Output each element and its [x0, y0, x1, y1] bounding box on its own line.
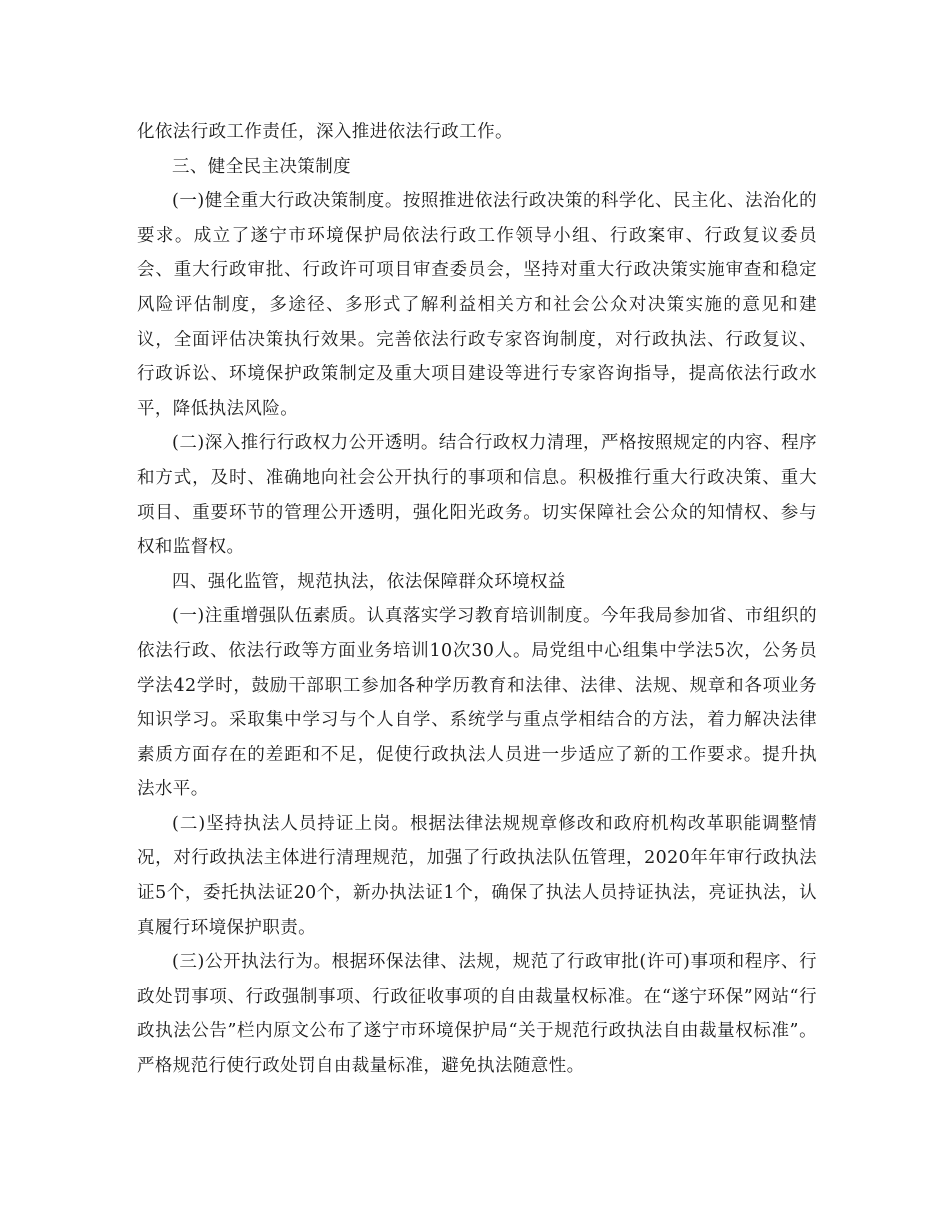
paragraph-4-3: (三)公开执法行为。根据环保法律、法规，规范了行政审批(许可)事项和程序、行政处罚事项、行政强制事项、行政征收事项的自由裁量权标准。在“遂宁环保”网站“行政执法公告”栏内原文公布了遂宁市环境保护局“关于规范行政执法自由裁量权标准”。严格规范行使行政处罚自由裁量标准，避免执法随意性。 [137, 952, 817, 1077]
paragraph-4-2: (二)坚持执法人员持证上岗。根据法律法规规章修改和政府机构改革职能调整情况，对行政执法主体进行清理规范，加强了行政执法队伍管理，2020年年审行政执法证5个，委托执法证20个，新办执法证1个，确保了执法人员持证执法，亮证执法，认真履行环境保护职责。 [137, 813, 817, 938]
section-heading-3: 三、健全民主决策制度 [172, 156, 351, 177]
paragraph-4-1: (一)注重增强队伍素质。认真落实学习教育培训制度。今年我局参加省、市组织的依法行政、依法行政等方面业务培训10次30人。局党组中心组集中学法5次，公务员学法42学时，鼓励干部职工参加各种学历教育和法律、法律、法规、规章和各项业务知识学习。采取集中学习与个人自学、系统学与重点学相结合的方法，着力解决法律素质方面存在的差距和不足，促使行政执法人员进一步适应了新的工作要求。提升执法水平。 [137, 606, 817, 800]
paragraph-3-2: (二)深入推行行政权力公开透明。结合行政权力清理，严格按照规定的内容、程序和方式，及时、准确地向社会公开执行的事项和信息。积极推行重大行政决策、重大项目、重要环节的管理公开透明，强化阳光政务。切实保障社会公众的知情权、参与权和监督权。 [137, 433, 817, 558]
continuation-text: 化依法行政工作责任，深入推进依法行政工作。 [137, 122, 513, 142]
paragraph-3-1: (一)健全重大行政决策制度。按照推进依法行政决策的科学化、民主化、法治化的要求。成立了遂宁市环境保护局依法行政工作领导小组、行政案审、行政复议委员会、重大行政审批、行政许可项目审查委员会，坚持对重大行政决策实施审查和稳定风险评估制度，多途径、多形式了解利益相关方和社会公众对决策实施的意见和建议，全面评估决策执行效果。完善依法行政专家咨询制度，对行政执法、行政复议、行政诉讼、环境保护政策制定及重大项目建设等进行专家咨询指导，提高依法行政水平，降低执法风险。 [137, 191, 817, 419]
document-body [137, 115, 817, 1084]
section-heading-4: 四、强化监管，规范执法，依法保障群众环境权益 [172, 571, 566, 592]
